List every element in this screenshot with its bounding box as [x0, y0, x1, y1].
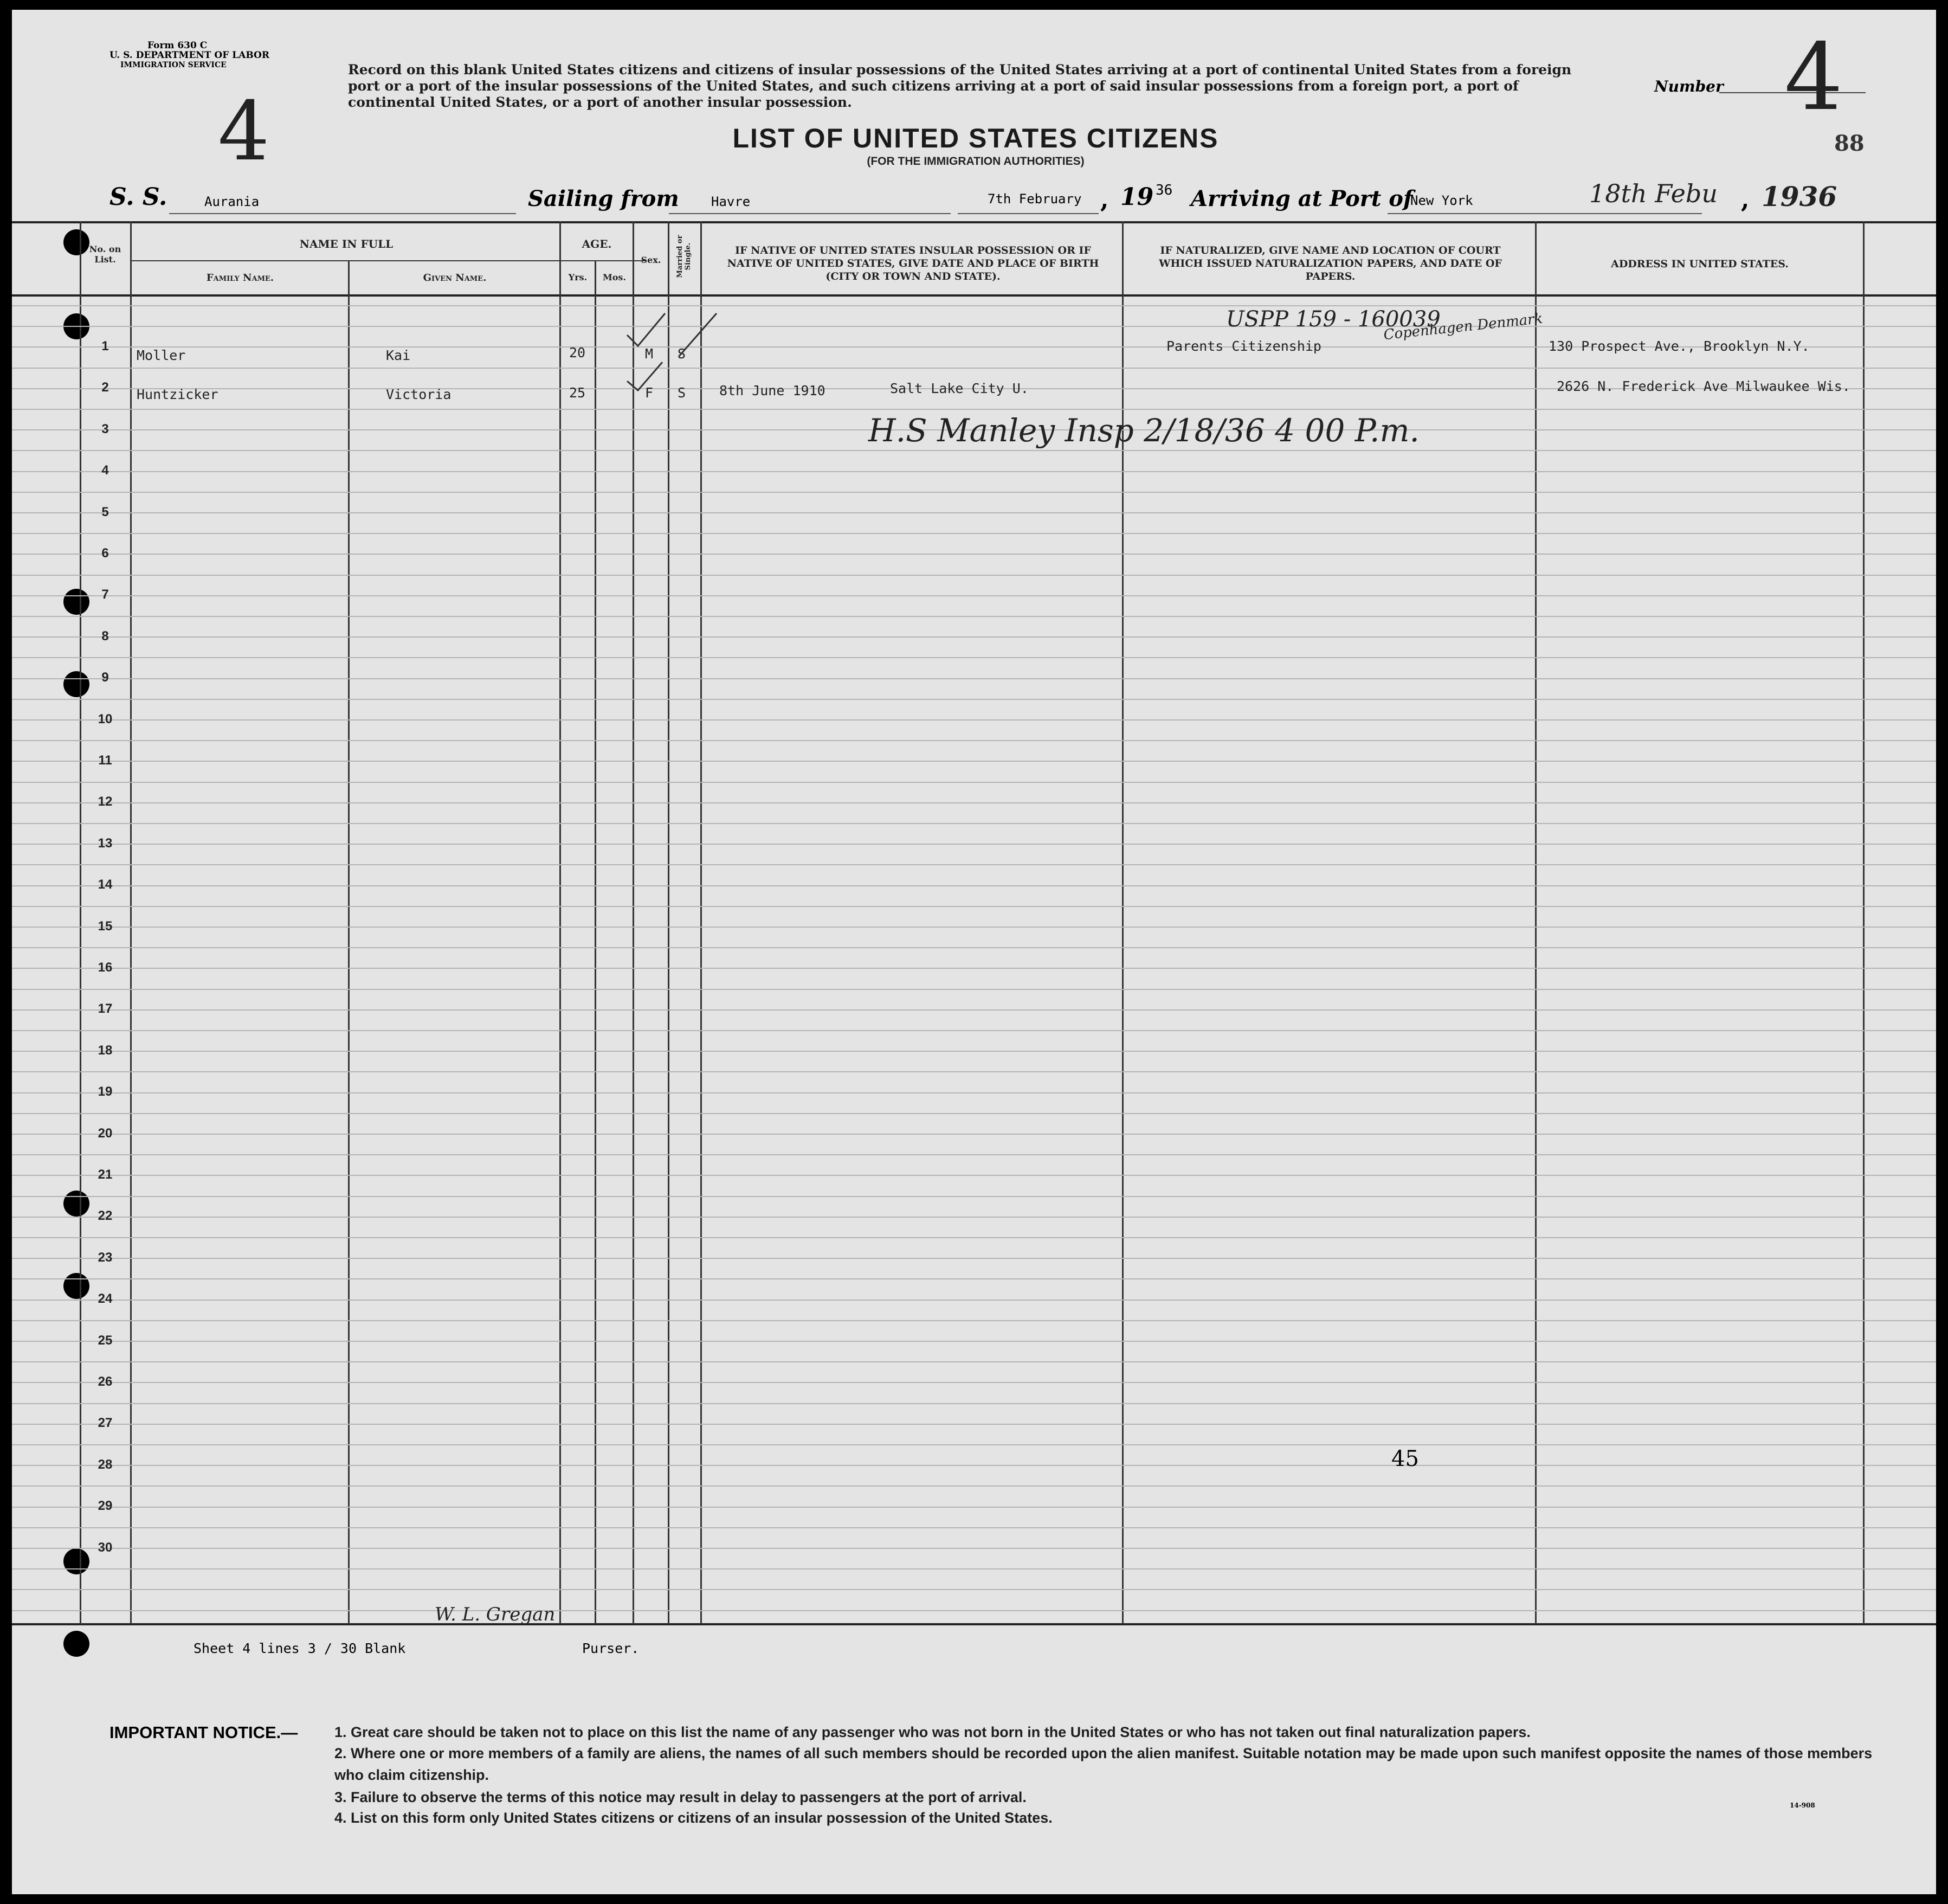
- header-address: ADDRESS IN UNITED STATES.: [1611, 258, 1789, 270]
- row-number: 30: [98, 1540, 113, 1555]
- marital-status-cell[interactable]: S: [678, 346, 686, 362]
- rule-line: [12, 1196, 1936, 1197]
- rule-line: [12, 740, 1936, 741]
- header-family-name: Family Name.: [206, 272, 274, 284]
- rule-line: [12, 1341, 1936, 1342]
- punch-hole: [63, 1631, 89, 1657]
- row-number: 16: [98, 960, 113, 975]
- row-number: 29: [98, 1498, 113, 1514]
- header-age: AGE.: [582, 237, 612, 250]
- row-number: 8: [101, 628, 109, 644]
- column-divider: [1863, 221, 1865, 1624]
- birth-date-cell[interactable]: 8th June 1910: [719, 383, 825, 398]
- row-number: 18: [98, 1043, 113, 1058]
- header-given-name: Given Name.: [423, 272, 487, 284]
- arrival-date[interactable]: 18th Febu: [1589, 179, 1718, 208]
- sailing-date[interactable]: 7th February: [988, 191, 1082, 207]
- rule-line: [12, 409, 1936, 410]
- row-number: 11: [98, 753, 112, 768]
- row-number: 20: [98, 1125, 113, 1141]
- date-field-line: [958, 213, 1099, 214]
- rule-line: [12, 782, 1936, 783]
- row-number: 19: [98, 1084, 113, 1099]
- row-number: 17: [98, 1001, 113, 1017]
- sheet-line-count: Sheet 4 lines 3 / 30 Blank: [193, 1641, 406, 1656]
- copenhagen-annotation: Copenhagen Denmark: [1383, 310, 1544, 344]
- department-label: U. S. DEPARTMENT OF LABOR: [109, 50, 269, 61]
- rule-line: [12, 678, 1936, 679]
- rule-line: [12, 927, 1936, 928]
- row-number: 10: [98, 711, 113, 726]
- row-number: 25: [98, 1333, 113, 1348]
- ship-name[interactable]: Aurania: [204, 194, 260, 209]
- arrival-year[interactable]: 1936: [1762, 181, 1837, 213]
- rule-line: [12, 657, 1936, 658]
- notice-item: 3. Failure to observe the terms of this notice may result in delay to passengers at the port of arrival.: [334, 1789, 1027, 1805]
- form-number: Form 630 C: [147, 40, 208, 51]
- print-code: 14-908: [1790, 1802, 1815, 1809]
- rule-line: [12, 906, 1936, 907]
- header-sex: Sex.: [641, 255, 661, 265]
- rule-line: [12, 1403, 1936, 1404]
- age-years-cell[interactable]: 25: [569, 385, 586, 401]
- age-years-cell[interactable]: 20: [569, 345, 586, 361]
- birth-place-cell[interactable]: Salt Lake City U.: [890, 381, 1029, 396]
- notice-item: 1. Great care should be taken not to place on this list the name of any passenger who was not born in the United States or who has not taken out final naturalization papers.: [334, 1724, 1531, 1740]
- page-number: 45: [1391, 1446, 1419, 1471]
- header-years: Yrs.: [568, 272, 588, 282]
- header-naturalized: IF NATURALIZED, GIVE NAME AND LOCATION OF COURT WHICH ISSUED NATURALIZATION PAPERS, AND DATE OF PAPERS.: [1159, 245, 1502, 282]
- header-no-on-list: No. on List.: [89, 244, 121, 265]
- notice-item: 2. Where one or more members of a family are aliens, the names of all such members should be recorded upon the alien manifest. Suitable notation may be made upon such manifest opposite the names of those members who claim citizenship.: [334, 1745, 1873, 1783]
- rule-line: [12, 1134, 1936, 1135]
- rule-line: [12, 1237, 1936, 1238]
- notice-title: IMPORTANT NOTICE.—: [109, 1723, 298, 1742]
- row-number: 15: [98, 918, 113, 934]
- column-divider: [130, 221, 132, 1624]
- header-married-single: Married or Single.: [676, 235, 692, 278]
- check-mark: [627, 362, 662, 390]
- address-cell[interactable]: 130 Prospect Ave., Brooklyn N.Y.: [1549, 338, 1810, 354]
- check-mark: [679, 313, 717, 357]
- ship-field-line: [169, 213, 516, 214]
- year-prefix: 19: [1120, 183, 1154, 211]
- header-native-birth: IF NATIVE OF UNITED STATES INSULAR POSSESSION OR IF NATIVE OF UNITED STATES, GIVE DATE AND PLACE OF BIRTH (CITY OR TOWN AND STATE).: [727, 245, 1099, 282]
- rule-line: [12, 1071, 1936, 1072]
- rule-line: [12, 1030, 1936, 1031]
- check-marks: [619, 303, 727, 400]
- inspector-annotation: H.S Manley Insp 2/18/36 4 00 P.m.: [868, 412, 1420, 449]
- rule-line: [12, 595, 1936, 596]
- row-number: 21: [98, 1167, 113, 1182]
- rule-line: [12, 554, 1936, 555]
- rule-line: [12, 823, 1936, 824]
- table-top-rule: [12, 221, 1936, 223]
- ss-label: S. S.: [109, 183, 167, 211]
- row-number: 3: [101, 421, 109, 436]
- rule-line: [12, 533, 1936, 534]
- rule-line: [12, 305, 1936, 306]
- rule-line: [12, 1548, 1936, 1549]
- page-title: LIST OF UNITED STATES CITIZENS: [732, 123, 1219, 153]
- instructions-text: Record on this blank United States citizens and citizens of insular possessions of the United States arriving at a port of continental United States from a foreign port or a port of the insular possessions of the United States, and such citizens arriving at a port of said insular possessions from a foreign port, a port of continental United States, or a port of another insular possession.: [348, 62, 1572, 110]
- header-name-in-full: NAME IN FULL: [299, 237, 394, 250]
- rule-line: [12, 575, 1936, 576]
- corner-mark: 88: [1834, 131, 1865, 156]
- notice-item: 4. List on this form only United States citizens or citizens of an insular possession of the United States.: [334, 1810, 1053, 1826]
- sailing-label: Sailing from: [528, 186, 679, 211]
- passport-number-annotation: USPP 159 - 160039: [1226, 307, 1441, 332]
- rule-line: [12, 1465, 1936, 1466]
- rule-line: [12, 1424, 1936, 1425]
- rule-line: [12, 1320, 1936, 1321]
- rule-line: [12, 326, 1936, 327]
- column-divider: [80, 221, 81, 1624]
- rule-line: [12, 1527, 1936, 1528]
- row-number: 14: [98, 877, 113, 892]
- family-name-cell[interactable]: Huntzicker: [137, 387, 218, 402]
- table-bottom-rule: [12, 1623, 1936, 1625]
- rule-line: [12, 699, 1936, 700]
- number-value[interactable]: 4: [1784, 24, 1843, 131]
- date-comma: ,: [1100, 186, 1109, 214]
- rule-line: [12, 947, 1936, 948]
- rule-line: [12, 1175, 1936, 1176]
- row-number: 13: [98, 835, 113, 851]
- arrival-field-line: [1388, 213, 1702, 214]
- rule-line: [12, 1444, 1936, 1445]
- row-number: 4: [101, 463, 109, 478]
- row-number: 1: [101, 339, 109, 353]
- rule-line: [12, 450, 1936, 451]
- row-number: 6: [101, 546, 109, 561]
- arriving-label: Arriving at Port of: [1191, 186, 1413, 211]
- rule-line: [12, 1051, 1936, 1052]
- row-number: 24: [98, 1291, 113, 1307]
- column-divider: [348, 260, 350, 1624]
- rule-line: [12, 1507, 1936, 1508]
- column-divider: [700, 221, 702, 1624]
- column-divider: [633, 221, 634, 1624]
- rule-line: [12, 1300, 1936, 1301]
- manifest-sheet: [12, 10, 1936, 1894]
- rule-line: [12, 1485, 1936, 1487]
- family-name-cell[interactable]: Moller: [137, 348, 186, 363]
- rule-line: [12, 1610, 1936, 1611]
- row-number: 27: [98, 1416, 113, 1431]
- header-months: Mos.: [603, 272, 626, 282]
- page-subtitle: (FOR THE IMMIGRATION AUTHORITIES): [867, 155, 1085, 168]
- rule-line: [12, 1217, 1936, 1218]
- column-divider: [1535, 221, 1537, 1624]
- sex-cell[interactable]: F: [645, 385, 654, 401]
- rule-line: [12, 1258, 1936, 1259]
- row-number: 22: [98, 1208, 113, 1224]
- rule-line: [12, 1009, 1936, 1011]
- rule-line: [12, 844, 1936, 845]
- rule-line: [12, 1589, 1936, 1590]
- rule-line: [12, 885, 1936, 886]
- given-name-cell[interactable]: Victoria: [386, 387, 451, 402]
- given-name-cell[interactable]: Kai: [386, 348, 411, 363]
- row-number: 23: [98, 1250, 113, 1265]
- row-number: 9: [101, 670, 109, 685]
- rule-line: [12, 989, 1936, 990]
- rule-line: [12, 1568, 1936, 1569]
- year-suffix[interactable]: 36: [1156, 182, 1173, 198]
- rule-line: [12, 368, 1936, 369]
- number-label: Number: [1654, 78, 1724, 95]
- from-port[interactable]: Havre: [711, 194, 751, 209]
- address-cell[interactable]: 2626 N. Frederick Ave Milwaukee Wis.: [1557, 378, 1850, 394]
- check-mark: [627, 313, 665, 346]
- rule-line: [12, 492, 1936, 493]
- handwritten-sheet-mark: 4: [218, 85, 270, 179]
- row-number: 26: [98, 1374, 113, 1389]
- service-label: IMMIGRATION SERVICE: [120, 61, 227, 69]
- rule-line: [12, 968, 1936, 969]
- purser-label: Purser.: [582, 1641, 640, 1656]
- row-number: 2: [101, 380, 109, 395]
- rule-line: [12, 864, 1936, 865]
- row-number: 5: [101, 504, 109, 519]
- column-divider: [668, 221, 669, 1624]
- row-number: 7: [101, 587, 109, 602]
- rule-line: [12, 1113, 1936, 1114]
- name-subheader-rule: [130, 260, 645, 261]
- rule-line: [12, 1154, 1936, 1155]
- rule-line: [12, 761, 1936, 762]
- rule-line: [12, 512, 1936, 513]
- from-field-line: [669, 213, 951, 214]
- rule-line: [12, 802, 1936, 803]
- rule-line: [12, 471, 1936, 472]
- rule-line: [12, 1278, 1936, 1279]
- naturalized-cell[interactable]: Parents Citizenship: [1166, 338, 1321, 354]
- rule-line: [12, 1361, 1936, 1362]
- row-number: 28: [98, 1457, 113, 1472]
- sex-cell[interactable]: M: [645, 346, 654, 362]
- arrival-comma: ,: [1741, 186, 1750, 214]
- rule-line: [12, 719, 1936, 721]
- purser-signature: W. L. Gregan: [435, 1604, 556, 1625]
- header-bottom-rule: [12, 294, 1936, 297]
- row-number: 12: [98, 794, 113, 809]
- column-divider: [595, 260, 596, 1624]
- rule-line: [12, 1382, 1936, 1383]
- arrival-port[interactable]: New York: [1410, 193, 1473, 208]
- rule-line: [12, 636, 1936, 638]
- marital-status-cell[interactable]: S: [678, 385, 686, 401]
- rule-line: [12, 1092, 1936, 1093]
- rule-line: [12, 616, 1936, 617]
- column-divider: [559, 221, 561, 1624]
